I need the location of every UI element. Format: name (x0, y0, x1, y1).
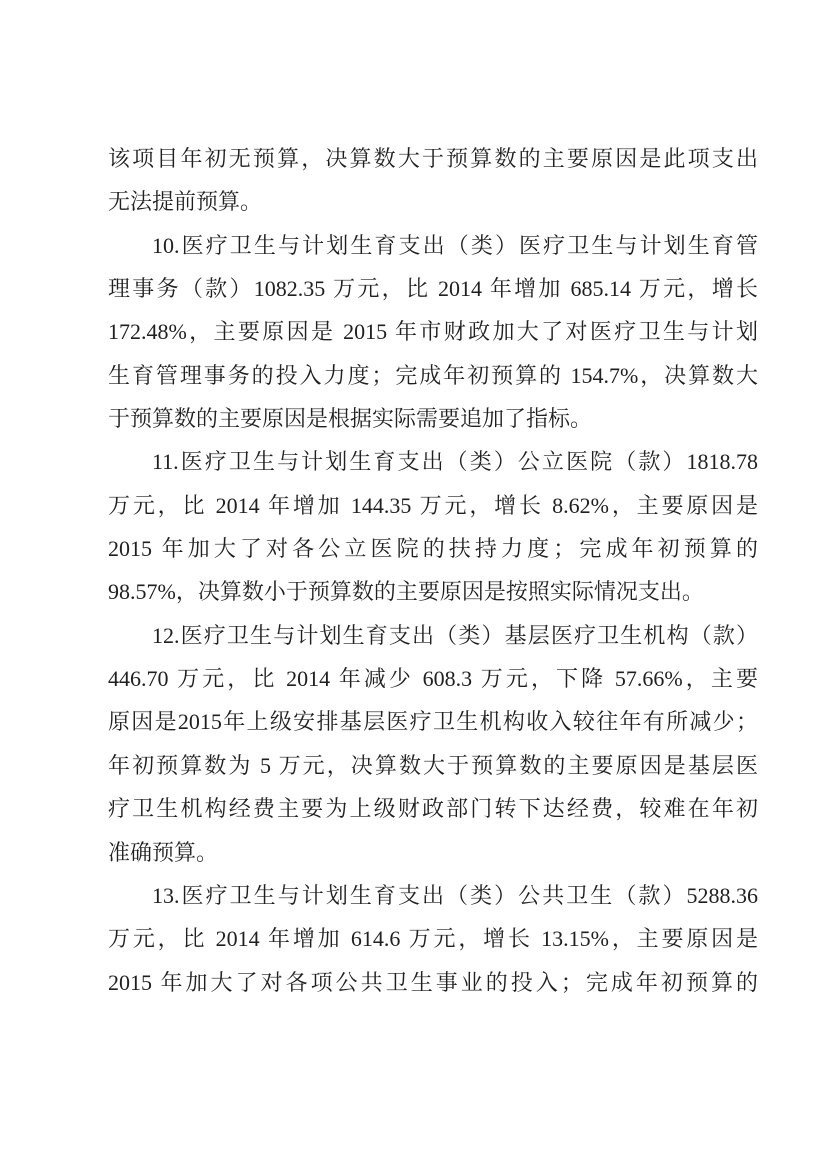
text-line: 98.57%，决算数小于预算数的主要原因是按照实际情况支出。 (108, 579, 704, 605)
text-line: 10.医疗卫生与计划生育支出（类）医疗卫生与计划生育管 (152, 232, 758, 258)
text-line: 生育管理事务的投入力度；完成年初预算的 154.7%，决算数大 (108, 362, 758, 388)
text-line: 该项目年初无预算，决算数大于预算数的主要原因是此项支出 (108, 146, 758, 171)
text-line: 理事务（款）1082.35 万元，比 2014 年增加 685.14 万元，增长 (108, 276, 758, 302)
document-text-block (108, 137, 758, 1004)
paragraph-continuation-paragraph (108, 137, 758, 224)
text-line: 12.医疗卫生与计划生育支出（类）基层医疗卫生机构（款） (152, 622, 758, 648)
text-line: 万元，比 2014 年增加 614.6 万元，增长 13.15%，主要原因是 (108, 926, 758, 952)
paragraph-item-13 (108, 874, 758, 1004)
text-line: 无法提前预算。 (108, 189, 263, 215)
text-line: 准确预算。 (108, 839, 219, 865)
text-line: 2015 年加大了对各公立医院的扶持力度；完成年初预算的 (108, 536, 758, 562)
text-line: 年初预算数为 5 万元，决算数大于预算数的主要原因是基层医 (108, 752, 758, 778)
paragraph-item-11 (108, 440, 758, 613)
paragraph-item-10 (108, 224, 758, 441)
text-line: 疗卫生机构经费主要为上级财政部门转下达经费，较难在年初 (108, 796, 758, 822)
text-line: 万元，比 2014 年增加 144.35 万元，增长 8.62%，主要原因是 (108, 492, 758, 518)
text-line: 446.70 万元，比 2014 年减少 608.3 万元，下降 57.66%，主要 (108, 666, 758, 692)
paragraph-item-12 (108, 614, 758, 874)
text-line: 于预算数的主要原因是根据实际需要追加了指标。 (108, 406, 593, 432)
text-line: 2015 年加大了对各项公共卫生事业的投入；完成年初预算的 (108, 969, 758, 995)
text-line: 13.医疗卫生与计划生育支出（类）公共卫生（款）5288.36 (152, 882, 758, 908)
text-line: 原因是2015年上级安排基层医疗卫生机构收入较往年有所减少； (108, 709, 758, 735)
text-line: 172.48%，主要原因是 2015 年市财政加大了对医疗卫生与计划 (108, 319, 758, 345)
text-line: 11.医疗卫生与计划生育支出（类）公立医院（款）1818.78 (152, 449, 758, 475)
